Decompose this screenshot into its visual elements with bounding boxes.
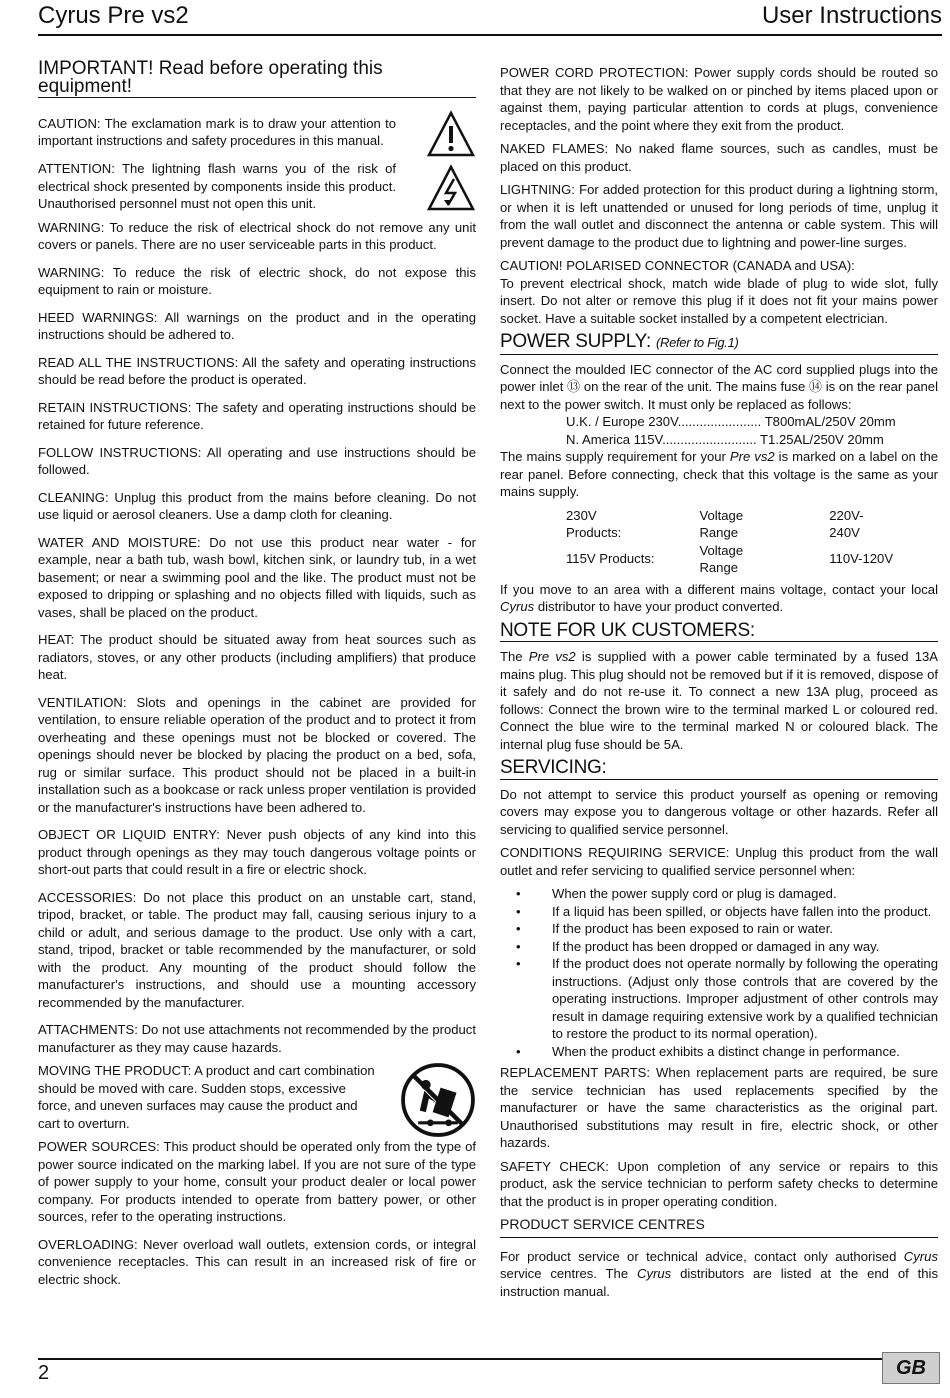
heat: HEAT: The product should be situated away from heat sources such as radiators, stoves, or any other products (including amplifiers) that produce heat. (38, 632, 476, 682)
service-centres-heading: PRODUCT SERVICE CENTRES (500, 1216, 938, 1238)
mains-text-a: The mains supply requirement for your (500, 449, 726, 464)
power-supply-title: POWER SUPPLY: (500, 331, 651, 352)
product-title: Cyrus Pre vs2 (38, 2, 189, 29)
move-text-b: distributor to have your product converted. (537, 599, 784, 614)
fuse-na: N. America 115V.......................... T1.25AL/250V 20mm (566, 431, 884, 447)
psc-text-b: service centres. The (500, 1266, 629, 1281)
moving-product-text: MOVING THE PRODUCT: A product and cart combination should be moved with care. Sudden stops, excessive force, and uneven surfaces may cause the product and cart to overturn. (38, 1063, 375, 1131)
replacement-parts: REPLACEMENT PARTS: When replacement parts are required, be sure the service technician has used replacements specified by the manufacturer or have the same characteristics as the original part. Unauthorised substitutions may result in fire, electric shock, or other hazards. (500, 1065, 938, 1150)
safety-check: SAFETY CHECK: Upon completion of any service or repairs to this product, ask the service technician to perform safety checks to determine that the product is in proper operating condition. (500, 1158, 938, 1209)
overloading: OVERLOADING: Never overload wall outlets, extension cords, or integral convenience receptacles. This can result in an increased risk of fire or electric shock. (38, 1236, 476, 1287)
brand-name: Cyrus (500, 599, 535, 614)
table-cell: 220V-240V (829, 507, 864, 540)
service-conditions-list (500, 885, 938, 1060)
uk-customers-heading: NOTE FOR UK CUSTOMERS: (500, 622, 938, 643)
caution-block (38, 110, 476, 160)
uk-text-a: The (500, 649, 523, 664)
cart-tipover-icon (400, 1062, 476, 1138)
warning-moisture: WARNING: To reduce the risk of electric shock, do not expose this equipment to rain or moisture. (38, 264, 476, 297)
power-sources: POWER SOURCES: This product should be operated only from the type of power source indicated on the marking label. If you are not sure of the type of power supply to your home, consult your product dealer or local power company. For products intended to operate from battery power, or other sources, refer to the operating instructions. (38, 1139, 476, 1224)
list-item: • When the power supply cord or plug is damaged. (500, 885, 938, 903)
psc-text-c: distributors are listed at the end of this instruction manual. (500, 1266, 938, 1299)
table-row (566, 542, 938, 577)
polarised-body: To prevent electrical shock, match wide blade of plug to wide slot, fully insert. Do not alter or remove this plug if it does not fit your mains power socket. Have a suitable socket installed by a competent electrician. (500, 275, 938, 326)
footer-rule (38, 1358, 940, 1360)
model-name: Pre vs2 (528, 649, 576, 664)
mains-text-b: is marked on a label on the rear panel. Before connecting, check that this voltage is the same as your mains supply. (500, 449, 939, 499)
move-text-a: If you move to an area with a different mains voltage, contact your local (500, 581, 938, 597)
cleaning: CLEANING: Unplug this product from the mains before cleaning. Do not use liquid or aerosol cleaners. Use a damp cloth for cleaning. (38, 489, 476, 522)
power-supply-heading (500, 333, 938, 355)
mains-requirement (500, 448, 938, 501)
page-number: 2 (38, 1362, 50, 1384)
important-heading: IMPORTANT! Read before operating this equipment! (38, 60, 476, 98)
table-cell: 110V-120V (829, 551, 894, 567)
psc-text-a: For product service or technical advice, contact only authorised (500, 1248, 897, 1264)
conditions-requiring-service: CONDITIONS REQUIRING SERVICE: Unplug this product from the wall outlet and refer servicing to qualified service personnel when: (500, 845, 938, 878)
table-cell: 115V Products: (566, 551, 655, 567)
fuse-list (566, 413, 938, 448)
attention-text: ATTENTION: The lightning flash warns you of the risk of electrical shock presented by components inside this product. Unauthorised personnel must not open this unit. (38, 161, 396, 211)
naked-flames: NAKED FLAMES: No naked flame sources, such as candles, must be placed on this product. (500, 141, 938, 174)
caution-text: CAUTION: The exclamation mark is to draw your attention to important instructions and safety procedures in this manual. (38, 115, 396, 148)
list-item: • When the product exhibits a distinct change in performance. (500, 1043, 938, 1061)
model-name: Pre vs2 (729, 449, 775, 464)
brand-name: Cyrus (903, 1248, 938, 1264)
document-title: User Instructions (761, 2, 942, 29)
uk-text-b: is supplied with a power cable terminated by a fused 13A mains plug. This plug should not be removed but if it is removed, dispose of it safely and do not re-use it. To connect a new 13A plug, proceed as follows: Connect the brown wire to the terminal marked L or coloured red. Connect the blue wire to the terminal marked N or coloured black. The internal plug fuse should be 5A. (500, 649, 938, 752)
follow-instructions: FOLLOW INSTRUCTIONS: All operating and use instructions should be followed. (38, 444, 476, 477)
left-column (38, 60, 476, 1298)
accessories: ACCESSORIES: Do not place this product on an unstable cart, stand, tripod, bracket, or table. The product may fall, causing serious injury to a child or adult, and serious damage to the product. Use only with a cart, stand, tripod, bracket or table recommended by the manufacturer, or sold with the product. Any mounting of the product should follow the manufacturer's instructions, and should use a mounting accessory recommended by the manufacturer. (38, 889, 476, 1010)
list-item: • If the product has been exposed to rain or water. (500, 920, 938, 938)
lightning-warning-icon (426, 164, 476, 214)
servicing-heading: SERVICING: (500, 759, 938, 780)
retain-instructions: RETAIN INSTRUCTIONS: The safety and operating instructions should be retained for future reference. (38, 399, 476, 432)
list-item: • If a liquid has been spilled, or objects have fallen into the product. (500, 903, 938, 921)
polarised-title: CAUTION! POLARISED CONNECTOR (CANADA and USA): (500, 258, 855, 273)
mains-move (500, 581, 938, 616)
heed-warnings: HEED WARNINGS: All warnings on the product and in the operating instructions should be adhered to. (38, 309, 476, 342)
list-item: • If the product does not operate normally by following the operating instructions. (Adjust only those controls that are covered by the operating instructions. Improper adjustment of other controls may result in damage requiring extensive work by a qualified technician to restore the product to its normal operation). (500, 955, 938, 1043)
table-cell: Voltage Range (699, 507, 744, 540)
service-centres-body (500, 1248, 938, 1301)
page-header (38, 0, 942, 36)
attachments: ATTACHMENTS: Do not use attachments not recommended by the product manufacturer as they may cause hazards. (38, 1022, 476, 1055)
exclamation-warning-icon (426, 110, 476, 160)
servicing-intro: Do not attempt to service this product yourself as opening or removing covers may expose you to dangerous voltage or other hazards. Refer all servicing to qualified service personnel. (500, 786, 938, 837)
language-tab: GB (882, 1352, 940, 1384)
moving-block (38, 1062, 476, 1138)
warning-covers: WARNING: To reduce the risk of electrical shock do not remove any unit covers or panels. There are no user serviceable parts in this product. (38, 219, 476, 252)
voltage-table (566, 507, 938, 577)
right-column (500, 64, 938, 1306)
power-supply-ref: (Refer to Fig.1) (655, 335, 739, 350)
table-cell: Voltage Range (699, 542, 744, 575)
table-cell: 230V Products: (566, 507, 622, 540)
table-row (566, 507, 938, 542)
ventilation: VENTILATION: Slots and openings in the cabinet are provided for ventilation, to ensure reliable operation of the product and to protect it from overheating and these openings must not be blocked or covered. The openings should never be blocked by placing the product on a bed, sofa, rug or similar surface. This product should not be placed in a built-in installation such as a bookcase or rack unless proper ventilation is provided or the manufacturer's instructions have been adhered to. (38, 694, 476, 815)
attention-block (38, 160, 476, 219)
power-supply-intro: Connect the moulded IEC connector of the AC cord supplied plugs into the power inlet ⑬ on the rear of the unit. The mains fuse ⑭ is on the rear panel next to the power switch. It must only be replaced as follows: (500, 361, 938, 412)
read-instructions: READ ALL THE INSTRUCTIONS: All the safety and operating instructions should be read before the product is operated. (38, 354, 476, 387)
water-moisture: WATER AND MOISTURE: Do not use this product near water - for example, near a bath tub, wash bowl, kitchen sink, or laundry tub, in a wet basement; or near a swimming pool and the like. The product must not be exposed to dripping or splashing and no objects filled with liquids, such as vases, shall be placed on the product. (38, 534, 476, 620)
fuse-uk: U.K. / Europe 230V....................... T800mAL/250V 20mm (566, 414, 896, 429)
power-cord-protection: POWER CORD PROTECTION: Power supply cords should be routed so that they are not likely to be walked on or pinched by items placed upon or against them, paying particular attention to cords at plugs, convenience receptacles, and the point where they exit from the product. (500, 65, 938, 133)
list-item: • If the product has been dropped or damaged in any way. (500, 938, 938, 956)
object-liquid-entry: OBJECT OR LIQUID ENTRY: Never push objects of any kind into this product through openings as they may touch dangerous voltage points or short-out parts that could result in a fire or electric shock. (38, 827, 476, 877)
lightning: LIGHTNING: For added protection for this product during a lightning storm, or when it is left unattended or unused for long periods of time, unplug it from the wall outlet and disconnect the antenna or cable system. This will prevent damage to the product due to lightning and power-line surges. (500, 182, 938, 250)
brand-name: Cyrus (637, 1266, 672, 1281)
uk-customers-body (500, 648, 938, 753)
